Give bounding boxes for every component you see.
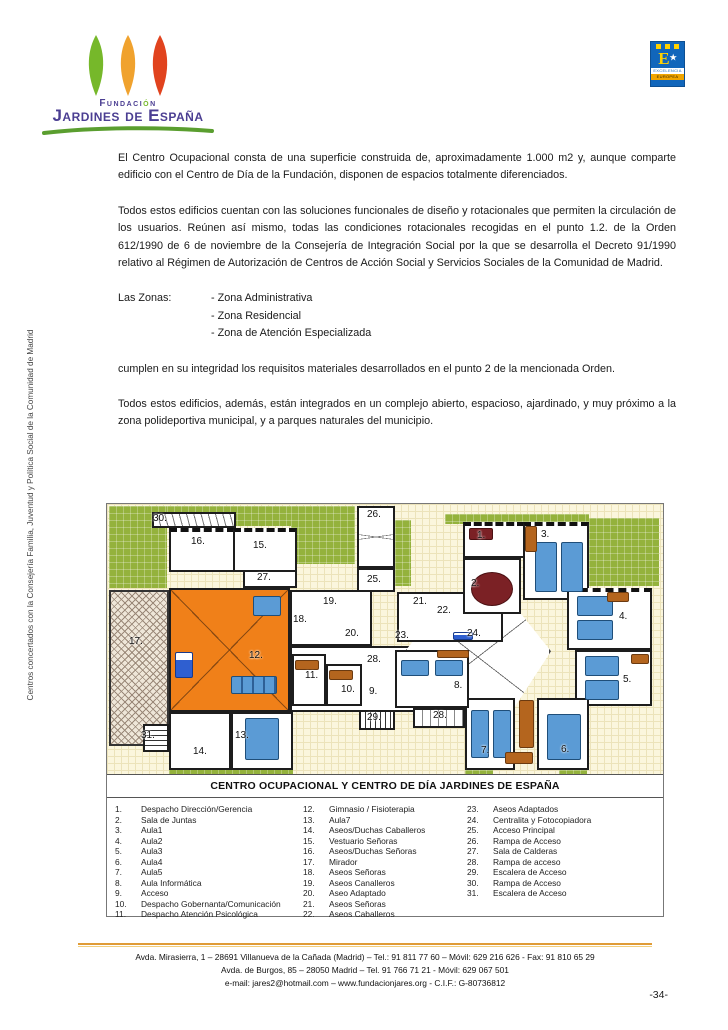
furniture-brown [295, 660, 319, 670]
legend-item-number: 9. [115, 888, 122, 898]
legend-item-label: Sala de Calderas [493, 846, 558, 856]
room-number: 17. [129, 636, 143, 647]
legend-item-number: 29. [467, 867, 479, 877]
furniture-mat [175, 652, 193, 678]
room-number: 29. [367, 712, 381, 723]
zonas-list [211, 290, 371, 342]
garden-area [395, 520, 411, 586]
legend-item-number: 7. [115, 867, 122, 877]
legend-item-number: 26. [467, 835, 479, 846]
room-number: 23. [395, 630, 409, 641]
legend-item [115, 899, 297, 910]
logo-fundacion-text: Fundación [99, 98, 157, 109]
zona-item: - Zona Administrativa [211, 292, 313, 305]
furniture-blue [585, 656, 619, 676]
furniture-brown [505, 752, 533, 764]
garden-area [559, 770, 587, 774]
seal-excelencia-text: EXCELENCIA [651, 68, 684, 74]
furniture-blue [401, 660, 429, 676]
legend-item-number: 19. [303, 877, 315, 888]
room-number: 4. [619, 611, 628, 622]
room [169, 528, 235, 572]
legend-item [467, 815, 637, 826]
legend-item [115, 867, 297, 878]
legend-item-label: Mirador [329, 856, 358, 867]
legend-item [115, 909, 297, 920]
legend-item-number: 25. [467, 825, 479, 835]
paragraph-2: Todos estos edificios cuentan con las soluciones funcionales de diseño y rotacionales que permiten la circulación de los usuarios. Reúnen así mismo, todas las condiciones rotacionales recogidas en el punto 1.2. de la Orden 612/1990 de 6 de noviembre de la Consejería de Integración Social por la que se desarrolla el Decreto 91/1990 relativo al Régimen de Autorización de Centros de Acción Social y Servicios Sociales de la Comunidad de Madrid. [118, 204, 676, 270]
legend-item [467, 857, 637, 868]
room-number: 3. [541, 529, 550, 540]
legend-item [467, 846, 637, 857]
furniture-blue [245, 718, 279, 760]
room-number: 20. [345, 628, 359, 639]
legend-item-number: 4. [115, 835, 122, 846]
room-number: 10. [341, 684, 355, 695]
legend-item-label: Aseos Señoras [329, 867, 386, 877]
legend-item-number: 22. [303, 909, 315, 919]
legend-item-number: 20. [303, 888, 315, 898]
furniture-brown [437, 650, 469, 658]
legend-item-label: Despacho Atención Psicológica [141, 909, 258, 919]
legend-item-number: 12. [303, 804, 315, 814]
legend-item [115, 804, 297, 815]
legend-item-number: 18. [303, 867, 315, 877]
room-number: 25. [367, 574, 381, 585]
legend-item-number: 1. [115, 804, 122, 814]
furniture-blue [561, 542, 583, 592]
logo-underline-swoosh [40, 126, 216, 136]
mirador-area [109, 590, 169, 746]
legend-item [303, 867, 463, 878]
room-number: 12. [249, 650, 263, 661]
room-number: 27. [257, 572, 271, 583]
legend-item [115, 857, 297, 868]
floor-plan [107, 504, 663, 774]
legend-item-number: 30. [467, 877, 479, 888]
leaf-icon [153, 35, 167, 96]
legend-item-label: Aseos Adaptados [493, 804, 559, 814]
room-number: 14. [193, 746, 207, 757]
legend-item-number: 27. [467, 846, 479, 856]
legend-item [303, 825, 463, 836]
room-number: 31. [141, 730, 155, 741]
room-number: 15. [253, 540, 267, 551]
legend-item-number: 16. [303, 846, 315, 856]
legend-item-label: Rampa de acceso [493, 856, 561, 867]
furniture-brown [631, 654, 649, 664]
legend-item [467, 804, 637, 815]
legend-item-label: Aula5 [141, 867, 163, 877]
legend-item-label: Aseos Señoras [329, 898, 386, 909]
legend-item-label: Despacho Dirección/Gerencia [141, 804, 253, 814]
legend-column [467, 804, 637, 899]
room-number: 24. [467, 628, 481, 639]
legend-item-number: 13. [303, 814, 315, 825]
plan-legend [107, 798, 663, 919]
legend-item-label: Sala de Juntas [141, 814, 197, 825]
page-footer [78, 943, 652, 990]
legend-item-label: Gimnasio / Fisioterapia [329, 804, 415, 814]
room-number: 6. [561, 744, 570, 755]
legend-item-label: Vestuario Señoras [329, 835, 398, 846]
legend-item [303, 804, 463, 815]
furniture-blue [253, 596, 281, 616]
legend-item-number: 31. [467, 888, 479, 898]
legend-item [467, 878, 637, 889]
footer-address-2: Avda. de Burgos, 85 – 28050 Madrid – Tel. 91 766 71 21 - Móvil: 629 067 501 [221, 965, 509, 975]
room-number: 11. [305, 670, 319, 681]
legend-item-number: 24. [467, 814, 479, 825]
legend-item-label: Acceso Principal [493, 825, 555, 835]
furniture-blue [535, 542, 557, 592]
legend-item [467, 867, 637, 878]
room-number: 13. [235, 730, 249, 741]
legend-item-label: Aseos Canalleros [329, 877, 395, 888]
seal-europea-text: EUROPEA [651, 74, 684, 80]
zonas-block [118, 290, 676, 342]
furniture-blue [577, 620, 613, 640]
excellence-seal [650, 41, 685, 87]
furniture-brown [607, 592, 629, 602]
legend-item-number: 5. [115, 846, 122, 856]
room-number: 28. [367, 654, 381, 665]
legend-item-label: Aula2 [141, 835, 163, 846]
legend-item-number: 2. [115, 814, 122, 825]
legend-item [115, 846, 297, 857]
legend-item-label: Despacho Gobernanta/Comunicación [141, 898, 281, 909]
legend-item [115, 815, 297, 826]
legend-item-number: 28. [467, 856, 479, 867]
legend-item-number: 3. [115, 825, 122, 835]
legend-item-label: Aseo Adaptado [329, 888, 386, 898]
plan-caption: CENTRO OCUPACIONAL Y CENTRO DE DÍA JARDINES DE ESPAÑA [107, 774, 663, 798]
leaf-icon [89, 35, 103, 96]
room-number: 28. [433, 710, 447, 721]
room-number: 16. [191, 536, 205, 547]
legend-item-label: Aseos Caballeros [329, 909, 395, 919]
legend-column [115, 804, 297, 920]
furniture-brown [525, 526, 537, 552]
furniture-blue [493, 710, 511, 758]
legend-item-label: Rampa de Acceso [493, 877, 561, 888]
room-number: 8. [454, 680, 463, 691]
paragraph-3: cumplen en su integridad los requisitos materiales desarrollados en el punto 2 de la mencionada Orden. [118, 362, 615, 375]
legend-item-number: 17. [303, 856, 315, 867]
room [395, 650, 469, 708]
room-number: 1. [477, 530, 486, 541]
legend-item [303, 836, 463, 847]
room-number: 7. [481, 745, 490, 756]
legend-column [303, 804, 463, 920]
legend-item [303, 888, 463, 899]
legend-item [303, 815, 463, 826]
logo-name-text: Jardines de España [52, 106, 204, 125]
sidebar-vertical-text: Centros concertados con la Consejería Familia, Juventud y Política Social de la Comunidad de Madrid [26, 329, 35, 701]
legend-item-label: Aula Informática [141, 877, 202, 888]
furniture-blue [585, 680, 619, 700]
legend-item-number: 6. [115, 856, 122, 867]
room-number: 30. [153, 513, 167, 524]
garden-area [291, 506, 355, 564]
legend-item [467, 836, 637, 847]
legend-item-number: 15. [303, 835, 315, 846]
footer-address-1: Avda. Mirasierra, 1 – 28691 Villanueva de la Cañada (Madrid) – Tel.: 91 811 77 60 – Móvil: 629 216 626 - Fax: 91 810 65 29 [135, 952, 595, 962]
legend-item [303, 878, 463, 889]
garden-area [465, 770, 493, 774]
legend-item [303, 899, 463, 910]
leaf-icon [121, 35, 135, 96]
floor-plan-figure [106, 503, 664, 917]
legend-item [115, 825, 297, 836]
legend-item-label: Aseos/Duchas Caballeros [329, 825, 426, 835]
legend-item-label: Centralita y Fotocopiadora [493, 814, 592, 825]
legend-item-number: 11. [115, 909, 127, 919]
legend-item-label: Aseos/Duchas Señoras [329, 846, 417, 856]
logo-leaves [78, 34, 178, 98]
legend-item-label: Aula3 [141, 846, 163, 856]
legend-item [467, 825, 637, 836]
legend-item-label: Rampa de Acceso [493, 835, 561, 846]
legend-item-label: Escalera de Acceso [493, 888, 567, 898]
legend-item-number: 21. [303, 898, 315, 909]
garden-area [589, 518, 659, 586]
legend-item-label: Aula1 [141, 825, 163, 835]
paragraph-4: Todos estos edificios, además, están integrados en un complejo abierto, espacioso, ajardinado, y muy próximo a la zona polideportiva municipal, y a parques naturales del municipio. [118, 398, 676, 428]
room-number: 18. [293, 614, 307, 625]
zonas-label: Las Zonas: [118, 292, 172, 305]
legend-item [467, 888, 637, 899]
room [169, 712, 231, 770]
furniture-brown [329, 670, 353, 680]
legend-item [303, 909, 463, 920]
legend-item-label: Aula4 [141, 856, 163, 867]
zona-item: - Zona Residencial [211, 309, 302, 322]
room-number: 21. [413, 596, 427, 607]
legend-item-number: 23. [467, 804, 479, 814]
zona-item: - Zona de Atención Especializada [211, 327, 372, 340]
room-number: 2. [471, 578, 480, 589]
footer-address-3: e-mail: jares2@hotmail.com – www.fundacionjares.org - C.I.F.: G-80736812 [224, 978, 506, 988]
legend-item-label: Aula7 [329, 814, 351, 825]
foundation-logo [30, 30, 230, 140]
room-number: 5. [623, 674, 632, 685]
legend-item [303, 846, 463, 857]
room-number: 22. [437, 605, 451, 616]
legend-item [303, 857, 463, 868]
legend-item [115, 888, 297, 899]
legend-item-label: Escalera de Acceso [493, 867, 567, 877]
furniture-brown [519, 700, 534, 748]
legend-item-label: Acceso [141, 888, 169, 898]
furniture-blue-seg [231, 676, 277, 694]
paragraph-1: El Centro Ocupacional consta de una superficie construida de, aproximadamente 1.000 m2 y, aunque comparte edificio con el Centro de Día de la Fundación, disponen de espacios totalmente diferenciados. [118, 152, 676, 182]
room-number: 9. [369, 686, 378, 697]
seal-letter: E★ [658, 49, 677, 68]
page-number: -34- [649, 989, 668, 1001]
footer-rule [78, 943, 652, 947]
body-text [118, 150, 676, 449]
furniture-blue [435, 660, 463, 676]
legend-item [115, 836, 297, 847]
legend-item [115, 878, 297, 889]
room-number: 19. [323, 596, 337, 607]
legend-item-number: 10. [115, 898, 127, 909]
room-number: 26. [367, 509, 381, 520]
legend-item-number: 14. [303, 825, 315, 835]
legend-item-number: 8. [115, 877, 122, 888]
